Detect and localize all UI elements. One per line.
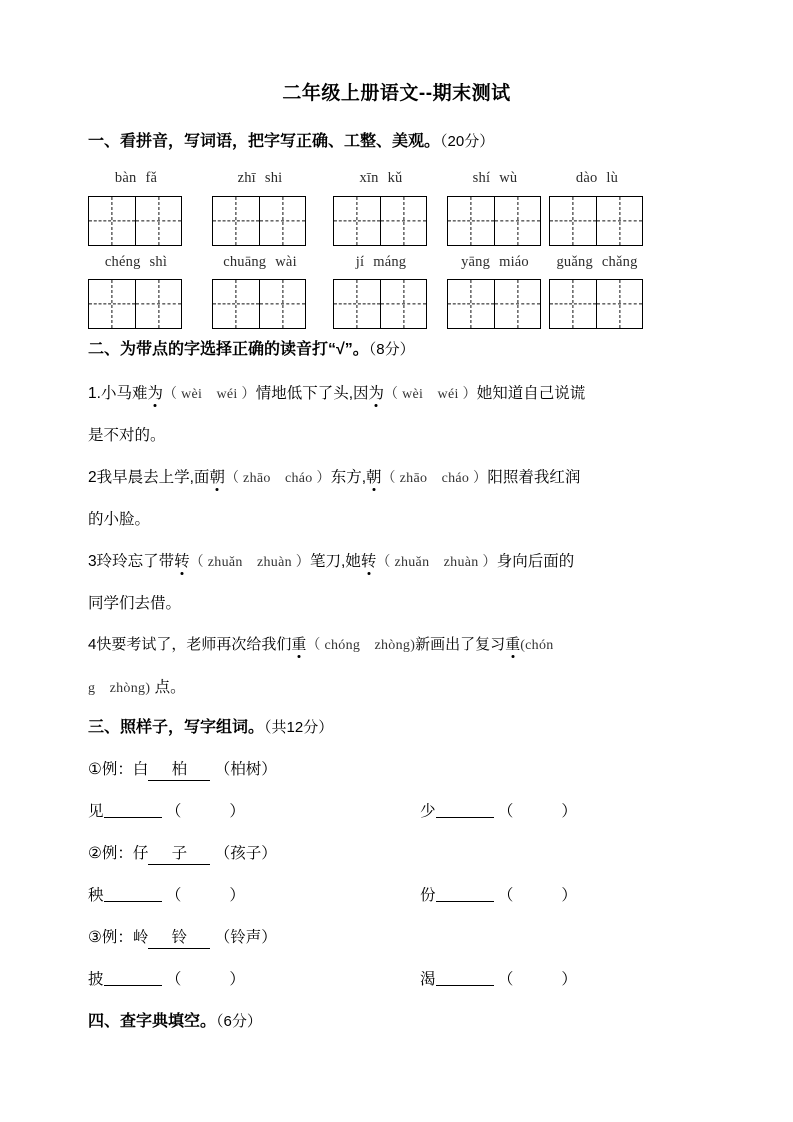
- answer-char-3-left: 披: [88, 971, 104, 988]
- paren-close: ）: [561, 803, 577, 820]
- answer-char-2-left: 秧: [88, 887, 104, 904]
- paren-open: （: [497, 803, 514, 820]
- section-one-heading: [88, 128, 494, 151]
- pinyin-b: shì: [149, 254, 168, 270]
- example-line-1: [88, 757, 277, 781]
- answer-row-3-right: [420, 967, 577, 989]
- pinyin-b: miáo: [499, 254, 529, 270]
- example-base-3: 岭: [132, 929, 149, 946]
- page-title: 二年级上册语文--期末测试: [282, 83, 511, 104]
- answer-row-1-right: [420, 799, 577, 821]
- q2-dotted-char-2: 朝: [366, 465, 382, 487]
- pinyin-group-2-2: [212, 254, 308, 271]
- answer-char-1-left: 见: [88, 803, 104, 820]
- paren-open: （: [497, 887, 514, 904]
- grid-cell[interactable]: [213, 280, 259, 328]
- pinyin-a: xīn: [359, 170, 379, 186]
- section-four-points: （6分）: [216, 1013, 262, 1030]
- section-two-heading: [88, 336, 415, 359]
- q1-dotted-char-2: 为: [369, 381, 385, 403]
- grid-cell[interactable]: [448, 280, 494, 328]
- grid-cell[interactable]: [380, 197, 426, 245]
- section-three-points: （共12分）: [264, 719, 334, 736]
- example-word-3: （铃声）: [214, 929, 277, 946]
- paren-close: ）: [229, 887, 245, 904]
- question-4-line-1: [88, 633, 728, 654]
- example-answer-2: 子: [148, 841, 210, 865]
- pinyin-a: zhī: [237, 170, 256, 186]
- question-number: 3: [88, 553, 97, 570]
- writing-grid-2-1[interactable]: [88, 279, 182, 329]
- paren-open: （: [497, 971, 514, 988]
- q2-text-pre: 我早晨去上学,面: [96, 469, 210, 486]
- pinyin-b: shi: [264, 170, 283, 186]
- answer-row-3-left: [88, 967, 245, 989]
- example-word-1: （柏树）: [214, 761, 277, 778]
- writing-grid-2-4[interactable]: [447, 279, 541, 329]
- q1-dotted-char-1: 为: [147, 381, 163, 403]
- answer-blank[interactable]: [104, 886, 162, 902]
- q3-options-1[interactable]: （ zhuǎn zhuàn ）: [189, 555, 311, 570]
- pinyin-group-1-5: [549, 170, 645, 187]
- pinyin-group-1-2: [212, 170, 308, 187]
- grid-cell[interactable]: [448, 197, 494, 245]
- example-line-2: [88, 841, 277, 865]
- pinyin-row-2: [88, 254, 708, 274]
- question-1-line-2: 是不对的。: [88, 427, 166, 444]
- example-line-3: [88, 925, 277, 949]
- grid-cell[interactable]: [259, 197, 305, 245]
- q4-text-mid: 新画出了复习: [415, 636, 506, 653]
- pinyin-b: wù: [499, 170, 518, 186]
- q3-text-mid: 笔刀,她: [310, 553, 361, 570]
- question-2-line-1: [88, 465, 728, 487]
- pinyin-group-1-3: [333, 170, 429, 187]
- grid-cell[interactable]: [135, 197, 181, 245]
- section-two-points: （8分）: [368, 341, 415, 358]
- q1-options-1[interactable]: （ wèi wéi ）: [162, 387, 256, 402]
- pinyin-a: yāng: [461, 254, 491, 270]
- q2-options-1[interactable]: （ zhāo cháo ）: [224, 471, 331, 486]
- pinyin-b: lù: [606, 170, 619, 186]
- answer-row-2-left: [88, 883, 245, 905]
- writing-grid-1-2[interactable]: [212, 196, 306, 246]
- example-answer-1: 柏: [148, 757, 210, 781]
- grid-cell[interactable]: [259, 280, 305, 328]
- writing-grid-1-1[interactable]: [88, 196, 182, 246]
- answer-blank[interactable]: [104, 802, 162, 818]
- question-number: 4: [88, 636, 97, 653]
- q4-options-2-part2[interactable]: g zhòng): [88, 681, 151, 696]
- q3-dotted-char-2: 转: [361, 549, 377, 571]
- pinyin-a: dào: [575, 170, 598, 186]
- writing-grid-2-2[interactable]: [212, 279, 306, 329]
- section-one-heading-text: 一、看拼音，写词语，把字写正确、工整、美观。: [88, 133, 441, 150]
- paren-close: ）: [561, 971, 577, 988]
- example-answer-3: 铃: [148, 925, 210, 949]
- question-3-line-1: [88, 549, 728, 571]
- paren-open: （: [165, 887, 182, 904]
- answer-blank[interactable]: [436, 886, 494, 902]
- grid-cell[interactable]: [334, 197, 380, 245]
- question-1-line-1: [88, 381, 728, 403]
- section-three-heading: [88, 714, 333, 737]
- grid-cell[interactable]: [380, 280, 426, 328]
- grid-cell[interactable]: [550, 197, 596, 245]
- grid-cell[interactable]: [596, 280, 642, 328]
- q3-text-pre: 玲玲忘了带: [96, 553, 175, 570]
- question-3-line-2: 同学们去借。: [88, 595, 182, 612]
- q4-options-1[interactable]: （ chóng zhòng): [306, 638, 416, 653]
- pinyin-b: fǎ: [145, 170, 158, 186]
- example-base-1: 白: [132, 761, 149, 778]
- pinyin-a: bàn: [114, 170, 137, 186]
- paren-close: ）: [229, 803, 245, 820]
- pinyin-group-2-1: [88, 254, 184, 271]
- question-4-line-2: [88, 675, 728, 697]
- example-base-2: 仔: [132, 845, 149, 862]
- pinyin-row-1: [88, 170, 708, 190]
- answer-blank[interactable]: [436, 970, 494, 986]
- pinyin-a: chéng: [104, 254, 141, 270]
- answer-char-3-right: 渴: [420, 971, 436, 988]
- pinyin-group-2-4: [447, 254, 543, 271]
- writing-grid-2-3[interactable]: [333, 279, 427, 329]
- q4-text-end: 点。: [154, 679, 186, 696]
- example-word-2: （孩子）: [214, 845, 277, 862]
- pinyin-b: chǎng: [601, 254, 638, 270]
- section-four-heading: [88, 1008, 262, 1031]
- writing-grid-2-5[interactable]: [549, 279, 643, 329]
- example-marker-3: ③例：: [88, 929, 133, 946]
- answer-char-1-right: 少: [420, 803, 436, 820]
- grid-cell[interactable]: [550, 280, 596, 328]
- q2-options-2[interactable]: （ zhāo cháo ）: [381, 471, 488, 486]
- section-four-heading-text: 四、查字典填空。: [88, 1013, 217, 1030]
- pinyin-a: chuāng: [223, 254, 267, 270]
- pinyin-group-2-5: [549, 254, 645, 271]
- section-three-heading-text: 三、照样子，写字组词。: [88, 719, 265, 736]
- answer-blank[interactable]: [104, 970, 162, 986]
- q1-text-mid: 情地低下了头,因: [255, 385, 369, 402]
- grid-cell[interactable]: [213, 197, 259, 245]
- answer-row-1-left: [88, 799, 245, 821]
- grid-cell[interactable]: [89, 197, 135, 245]
- q2-text-post: 阳照着我红润: [487, 469, 581, 486]
- grid-cell[interactable]: [89, 280, 135, 328]
- pinyin-a: jí: [355, 254, 365, 270]
- example-marker-1: ①例：: [88, 761, 133, 778]
- example-marker-2: ②例：: [88, 845, 133, 862]
- writing-grid-1-4[interactable]: [447, 196, 541, 246]
- pinyin-a: guǎng: [556, 254, 593, 270]
- pinyin-b: kǔ: [387, 170, 403, 186]
- q3-text-post: 身向后面的: [496, 553, 575, 570]
- q1-options-2[interactable]: （ wèi wéi ）: [384, 387, 477, 402]
- q1-text-post: 她知道自己说谎: [476, 385, 586, 402]
- pinyin-group-1-1: [88, 170, 184, 187]
- paren-open: （: [165, 803, 182, 820]
- grid-cell[interactable]: [135, 280, 181, 328]
- pinyin-b: wài: [275, 254, 297, 270]
- pinyin-b: máng: [373, 254, 407, 270]
- pinyin-group-2-3: [333, 254, 429, 271]
- question-number: 2: [88, 469, 97, 486]
- answer-blank[interactable]: [436, 802, 494, 818]
- writing-grid-row-2: [88, 279, 708, 331]
- writing-grid-row-1: [88, 196, 708, 248]
- paren-close: ）: [229, 971, 245, 988]
- question-2-line-2: 的小脸。: [88, 511, 151, 528]
- pinyin-a: shí: [472, 170, 491, 186]
- section-one-points: （20分）: [440, 133, 495, 150]
- q4-dotted-char-2: 重: [505, 633, 520, 654]
- grid-cell[interactable]: [596, 197, 642, 245]
- paren-close: ）: [561, 887, 577, 904]
- answer-char-2-right: 份: [420, 887, 436, 904]
- pinyin-group-1-4: [447, 170, 543, 187]
- q4-text-pre: 快要考试了，老师再次给我们: [96, 636, 292, 653]
- q1-text-pre: 小马难: [100, 385, 148, 402]
- answer-row-2-right: [420, 883, 577, 905]
- grid-cell[interactable]: [494, 197, 540, 245]
- paren-open: （: [165, 971, 182, 988]
- writing-grid-1-5[interactable]: [549, 196, 643, 246]
- writing-grid-1-3[interactable]: [333, 196, 427, 246]
- q4-options-2-part1[interactable]: (chón: [520, 638, 554, 653]
- grid-cell[interactable]: [334, 280, 380, 328]
- grid-cell[interactable]: [494, 280, 540, 328]
- q3-options-2[interactable]: （ zhuǎn zhuàn ）: [376, 555, 497, 570]
- question-number: 1.: [88, 385, 101, 402]
- q2-dotted-char-1: 朝: [209, 465, 225, 487]
- q2-text-mid: 东方,: [330, 469, 367, 486]
- q3-dotted-char-1: 转: [174, 549, 190, 571]
- q4-dotted-char-1: 重: [291, 633, 306, 654]
- section-two-heading-text: 二、为带点的字选择正确的读音打“√”。: [88, 341, 369, 358]
